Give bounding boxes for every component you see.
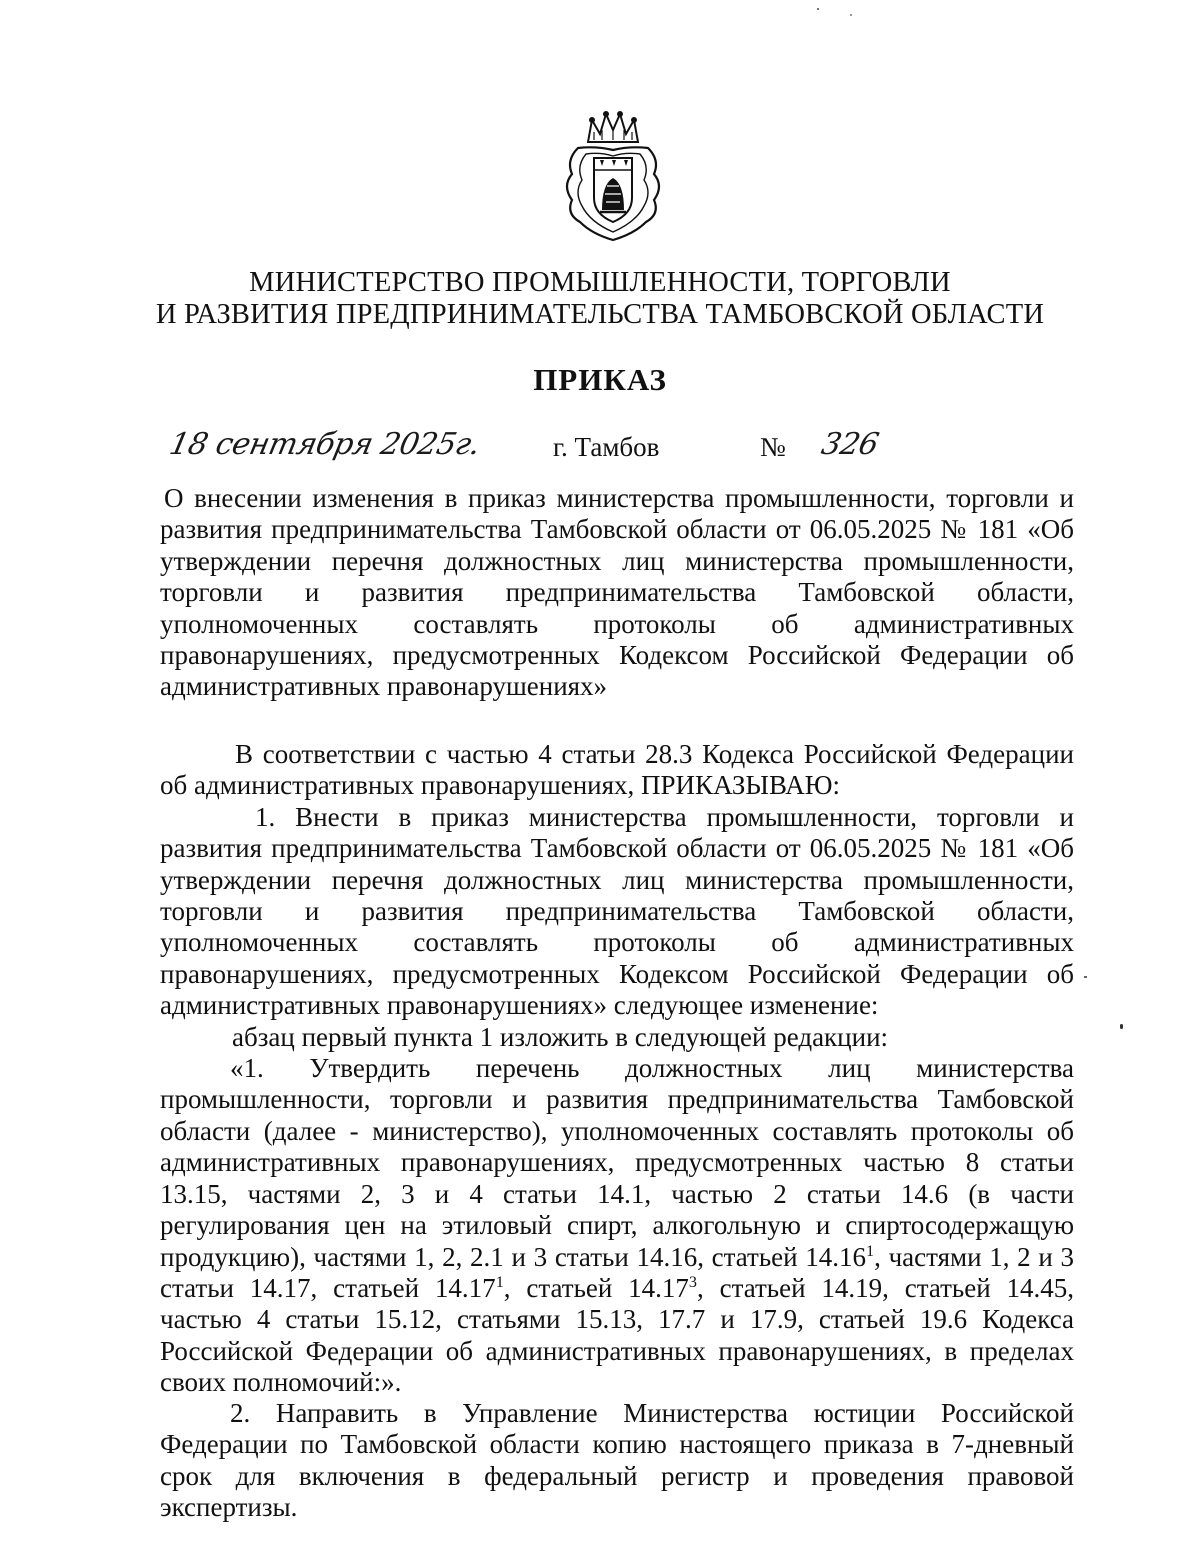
- superscript: 1: [866, 1241, 875, 1260]
- title-line: О внесении изменения в приказ министерства промышленности, торговли и: [164, 483, 1074, 513]
- document-type-heading: ПРИКАЗ: [533, 362, 667, 397]
- city: г. Тамбов: [553, 432, 660, 462]
- quote-line-part: , статьей 14.19, статьей 14.45,: [697, 1272, 1074, 1303]
- quote-line-part: статьи 14.17, статьей 14.17: [160, 1272, 496, 1303]
- quote-line-part: , частями 1, 2 и 3: [874, 1241, 1074, 1272]
- quote-line: 13.15, частями 2, 3 и 4 статьи 14.1, частью 2 статьи 14.6 (в части: [160, 1178, 1074, 1209]
- item1-line: торговли и развития предпринимательства Тамбовской области,: [160, 896, 1074, 927]
- quote-line: Российской Федерации об административных правонарушениях, в пределах: [160, 1335, 1074, 1366]
- scan-speck: [1120, 1024, 1123, 1029]
- order-body: [160, 739, 1074, 1399]
- quote-line: административных правонарушениях, предусмотренных частью 8 статьи: [160, 1147, 1074, 1178]
- title-line: торговли и развития предпринимательства Тамбовской области,: [160, 577, 1074, 608]
- quote-line: [160, 1242, 1074, 1273]
- item1-line: уполномоченных составлять протоколы об административных: [160, 927, 1074, 958]
- quote-line-part: , статьей 14.17: [503, 1272, 689, 1303]
- title-line: развития предпринимательства Тамбовской области от 06.05.2025 № 181 «Об: [160, 514, 1074, 545]
- item2-line: 2. Направить в Управление Министерства юстиции Российской: [230, 1398, 1074, 1428]
- superscript: 1: [495, 1272, 504, 1291]
- item1-line: правонарушениях, предусмотренных Кодексом Российской Федерации об: [160, 958, 1074, 989]
- preamble-line: об административных правонарушениях, ПРИКАЗЫВАЮ:: [160, 770, 841, 801]
- quote-line: регулирования цен на этиловый спирт, алкогольную и спиртосодержащую: [160, 1210, 1074, 1241]
- number-label: №: [760, 432, 786, 462]
- item2: [160, 1398, 1074, 1524]
- document-title: [160, 483, 1074, 703]
- preamble-line: В соответствии с частью 4 статьи 28.3 Кодекса Российской Федерации: [235, 739, 1074, 769]
- item1-line: утверждении перечня должностных лиц министерства промышленности,: [160, 864, 1074, 895]
- quote-line: своих полномочий:».: [160, 1367, 402, 1398]
- item1-line: 1. Внести в приказ министерства промышленности, торговли и: [255, 801, 1074, 832]
- scan-speck: [817, 8, 819, 10]
- quote-line-part: продукцию), частями 1, 2, 2.1 и 3 статьи 14.16, статьей 14.16: [160, 1241, 867, 1272]
- quote-line: промышленности, торговли и развития предпринимательства Тамбовской: [160, 1084, 1074, 1115]
- quote-line: «1. Утвердить перечень должностных лиц министерства: [230, 1053, 1074, 1084]
- item2-line: Федерации по Тамбовской области копию настоящего приказа в 7-дневный: [160, 1429, 1074, 1460]
- scan-speck: [850, 14, 852, 16]
- item1-line: административных правонарушениях» следующее изменение:: [160, 990, 879, 1021]
- title-line: утверждении перечня должностных лиц министерства промышленности,: [160, 545, 1074, 576]
- tambov-coat-of-arms-icon: [558, 110, 668, 244]
- title-line: уполномоченных составлять протоколы об административных: [160, 608, 1074, 639]
- handwritten-number: 326: [818, 427, 882, 462]
- superscript: 3: [688, 1272, 697, 1291]
- title-line: правонарушениях, предусмотренных Кодексом Российской Федерации об: [160, 640, 1074, 671]
- item1-sub: абзац первый пункта 1 изложить в следующей редакции:: [232, 1021, 889, 1052]
- ministry-name-line-1: МИНИСТЕРСТВО ПРОМЫШЛЕННОСТИ, ТОРГОВЛИ: [249, 267, 951, 298]
- scan-speck: [1084, 976, 1087, 978]
- title-line: административных правонарушениях»: [160, 671, 608, 702]
- quote-line: области (далее - министерство), уполномоченных составлять протоколы об: [160, 1115, 1074, 1146]
- handwritten-date: 18 сентября 2025г.: [166, 427, 484, 462]
- ministry-name-line-2: И РАЗВИТИЯ ПРЕДПРИНИМАТЕЛЬСТВА ТАМБОВСКОЙ ОБЛАСТИ: [155, 299, 1045, 330]
- item1-line: развития предпринимательства Тамбовской области от 06.05.2025 № 181 «Об: [160, 833, 1074, 864]
- item2-line: срок для включения в федеральный регистр и проведения правовой: [160, 1460, 1074, 1491]
- quote-line: [160, 1273, 1074, 1304]
- quote-line: частью 4 статьи 15.12, статьями 15.13, 17.7 и 17.9, статьей 19.6 Кодекса: [160, 1304, 1074, 1335]
- item2-line: экспертизы.: [160, 1492, 298, 1523]
